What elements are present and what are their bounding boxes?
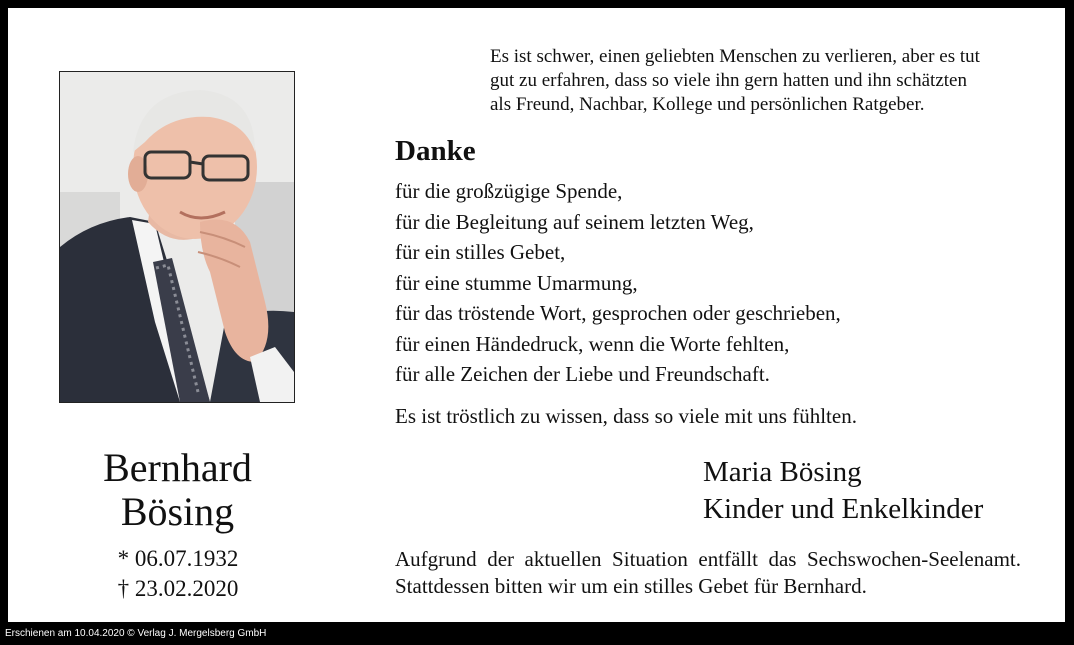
signer-line: Kinder und Enkelkinder [703, 493, 984, 525]
thanks-item: für das tröstende Wort, gesprochen oder geschrieben, [395, 301, 841, 325]
portrait-illustration [60, 72, 294, 402]
intro-text [490, 45, 1030, 117]
comfort-text: Es ist tröstlich zu wissen, dass so viele mit uns fühlten. [395, 404, 857, 428]
signer-line: Maria Bösing [703, 456, 862, 488]
intro-line: gut zu erfahren, dass so viele ihn gern hatten und ihn schätzten [490, 70, 967, 91]
deceased-name [40, 446, 315, 534]
portrait-photo [59, 71, 295, 403]
obituary-card [8, 8, 1065, 622]
thanks-item: für die Begleitung auf seinem letzten Weg, [395, 209, 754, 234]
thanks-item: für einen Händedruck, wenn die Worte fehlten, [395, 331, 790, 356]
birth-date: * 06.07.1932 [117, 546, 239, 571]
signers [703, 454, 983, 528]
deceased-first-name: Bernhard [103, 445, 252, 490]
thanks-item: für ein stilles Gebet, [395, 240, 566, 264]
life-dates [88, 544, 268, 604]
publication-footer: Erschienen am 10.04.2020 © Verlag J. Mergelsberg GmbH [5, 628, 267, 639]
danke-heading: Danke [395, 135, 476, 167]
thanks-item: für eine stumme Umarmung, [395, 270, 638, 295]
death-date: † 23.02.2020 [117, 576, 239, 601]
thanks-list [395, 176, 1035, 390]
notice-text: Aufgrund der aktuellen Situation entfällt das Sechswochen-Seelenamt. Stattdessen bitten wir um ein stilles Gebet für Bernhard. [395, 547, 1021, 598]
intro-line: Es ist schwer, einen geliebten Menschen zu verlieren, aber es tut [490, 46, 980, 67]
thanks-item: für alle Zeichen der Liebe und Freundschaft. [395, 362, 770, 386]
thanks-item: für die großzügige Spende, [395, 179, 623, 203]
deceased-last-name: Bösing [120, 489, 235, 534]
intro-line: als Freund, Nachbar, Kollege und persönlichen Ratgeber. [490, 94, 925, 115]
